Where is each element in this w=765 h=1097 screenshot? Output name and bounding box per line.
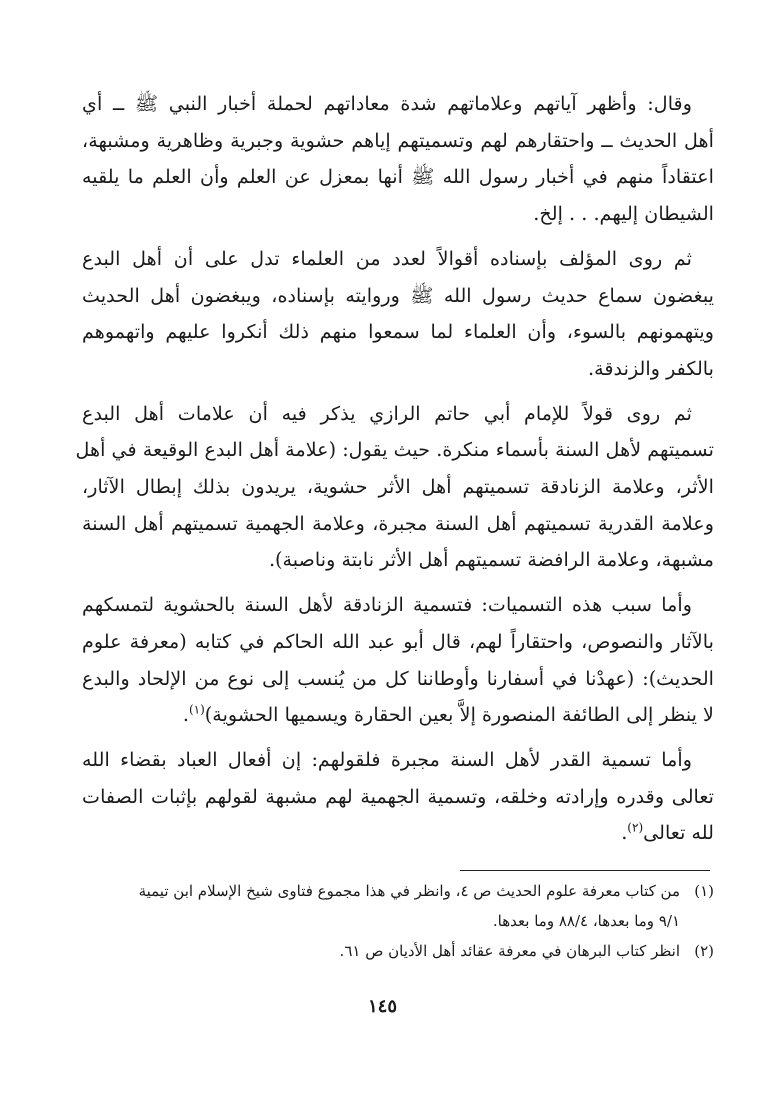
paragraph-3 [75,396,714,580]
line-end: . [182,703,189,727]
paragraph-4 [82,587,714,734]
line-text: لله تعالى [643,821,714,845]
text-line: يبغضون سماع حديث رسول الله ﷺ وروايته بإسناده، ويبغضون أهل الحديث [82,283,714,307]
text-line: ثم روى المؤلف بإسناده أقوالاً لعدد من العلماء تدل على أن أهل البدع [82,246,692,270]
footnote-text: ٩/١ وما بعدها، ٨٨/٤ وما بعدها. [492,912,680,930]
footnote-1-continuation [82,906,714,936]
footnote-divider [460,870,710,871]
text-line: الأثر، وعلامة الزنادقة تسميتهم أهل الأثر حشوية، يريدون بذلك إبطال الآثار، [82,475,714,499]
text-line [82,697,714,734]
text-line: الشيطان إليهم. . . إلخ. [533,202,714,226]
text-line: ويتهمونهم بالسوء، وأن العلماء لما سمعوا منهم ذلك أنكروا عليهم واتهموهم [82,320,714,344]
footnote-text: من كتاب معرفة علوم الحديث ص ٤، وانظر في هذا مجموع فتاوى شيخ الإسلام ابن تيمية [138,882,680,900]
line-text: لا ينظر إلى الطائفة المنصورة إلاَّ بعين الحقارة ويسميها الحشوية) [204,703,714,727]
paragraph-2 [82,241,714,388]
footnote-ref[interactable]: (١) [188,702,205,717]
text-line: ثم روى قولاً للإمام أبي حاتم الرازي يذكر فيه أن علامات أهل البدع [82,401,692,425]
footnote-number: (١) [694,882,714,900]
text-line [82,815,714,852]
text-line: بالآثار والنصوص، واحتقاراً لهم، قال أبو عبد الله الحاكم في كتابه (معرفة علوم [82,629,714,653]
paragraph-1 [82,86,714,233]
footnote-number: (٢) [694,942,714,960]
text-line: وعلامة القدرية تسميتهم أهل السنة مجبرة، وعلامة الجهمية تسميتهم أهل السنة [82,511,714,535]
paragraph-5 [82,742,714,852]
main-text [75,86,714,860]
footnotes [82,876,714,966]
text-line: تسميتهم لأهل السنة بأسماء منكرة. حيث يقول: (علامة أهل البدع الوقيعة في أهل [75,438,714,462]
text-line: أهل الحديث ــ واحتقارهم لهم وتسميتهم إياهم حشوية وجبرية وظاهرية ومشبهة، [82,128,714,152]
footnote-1 [82,876,714,906]
footnote-text: انظر كتاب البرهان في معرفة عقائد أهل الأديان ص ٦١. [339,942,680,960]
text-line: وأما تسمية القدر لأهل السنة مجبرة فلقولهم: إن أفعال العباد بقضاء الله [82,747,692,771]
text-line: وأما سبب هذه التسميات: فتسمية الزنادقة لأهل السنة بالحشوية لتمسكهم [82,593,692,617]
text-line: تعالى وقدره وإرادته وخلقه، وتسمية الجهمية لهم مشبهة لقولهم بإثبات الصفات [82,784,714,808]
text-line: مشبهة، وعلامة الرافضة تسميتهم أهل الأثر نابتة وناصبة). [268,548,714,572]
footnote-2 [82,936,714,966]
line-end: . [621,821,628,845]
text-line: وقال: وأظهر آياتهم وعلاماتهم شدة معاداتهم لحملة أخبار النبي ﷺ ــ أي [82,92,692,115]
text-line: اعتقاداً منهم في أخبار رسول الله ﷺ أنها بمعزل عن العلم وأن العلم ما يلقيه [82,165,714,189]
footnote-ref[interactable]: (٢) [627,820,644,835]
page-number: ١٤٥ [367,996,397,1017]
text-line: بالكفر والزندقة. [587,356,714,380]
text-line: الحديث): (عهدْنا في أسفارنا وأوطاننا كل من يُنسب إلى نوع من الإلحاد والبدع [82,666,714,690]
